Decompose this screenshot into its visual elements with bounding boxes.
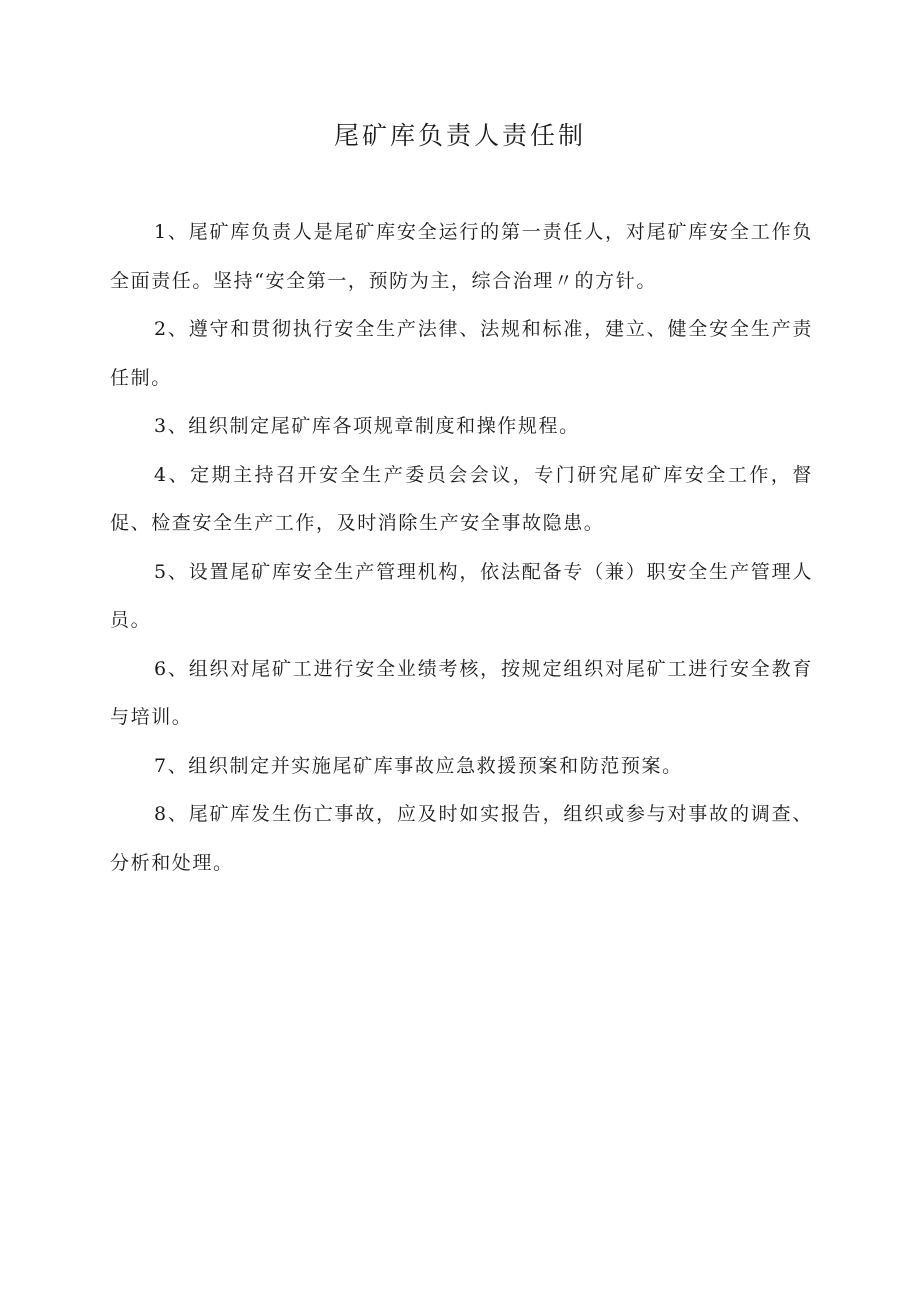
document-body	[110, 208, 813, 887]
paragraph-8: 8、尾矿库发生伤亡事故，应及时如实报告，组织或参与对事故的调查、分析和处理。	[110, 803, 813, 874]
paragraph-6: 6、组织对尾矿工进行安全业绩考核，按规定组织对尾矿工进行安全教育与培训。	[110, 657, 813, 728]
paragraph-3: 3、组织制定尾矿库各项规章制度和操作规程。	[154, 415, 580, 437]
paragraph-1: 1、尾矿库负责人是尾矿库安全运行的第一责任人，对尾矿库安全工作负全面责任。坚持“安全第一，预防为主，综合治理〃的方针。	[110, 221, 813, 292]
document-title: 尾矿库负责人责任制	[333, 121, 586, 150]
paragraph-2: 2、遵守和贯彻执行安全生产法律、法规和标准，建立、健全安全生产责任制。	[110, 318, 813, 389]
paragraph-5: 5、设置尾矿库安全生产管理机构，依法配备专（兼）职安全生产管理人员。	[110, 560, 813, 631]
paragraph-4: 4、定期主持召开安全生产委员会会议，专门研究尾矿库安全工作，督促、检查安全生产工作，及时消除生产安全事故隐患。	[110, 463, 813, 534]
paragraph-7: 7、组织制定并实施尾矿库事故应急救援预案和防范预案。	[154, 754, 683, 777]
